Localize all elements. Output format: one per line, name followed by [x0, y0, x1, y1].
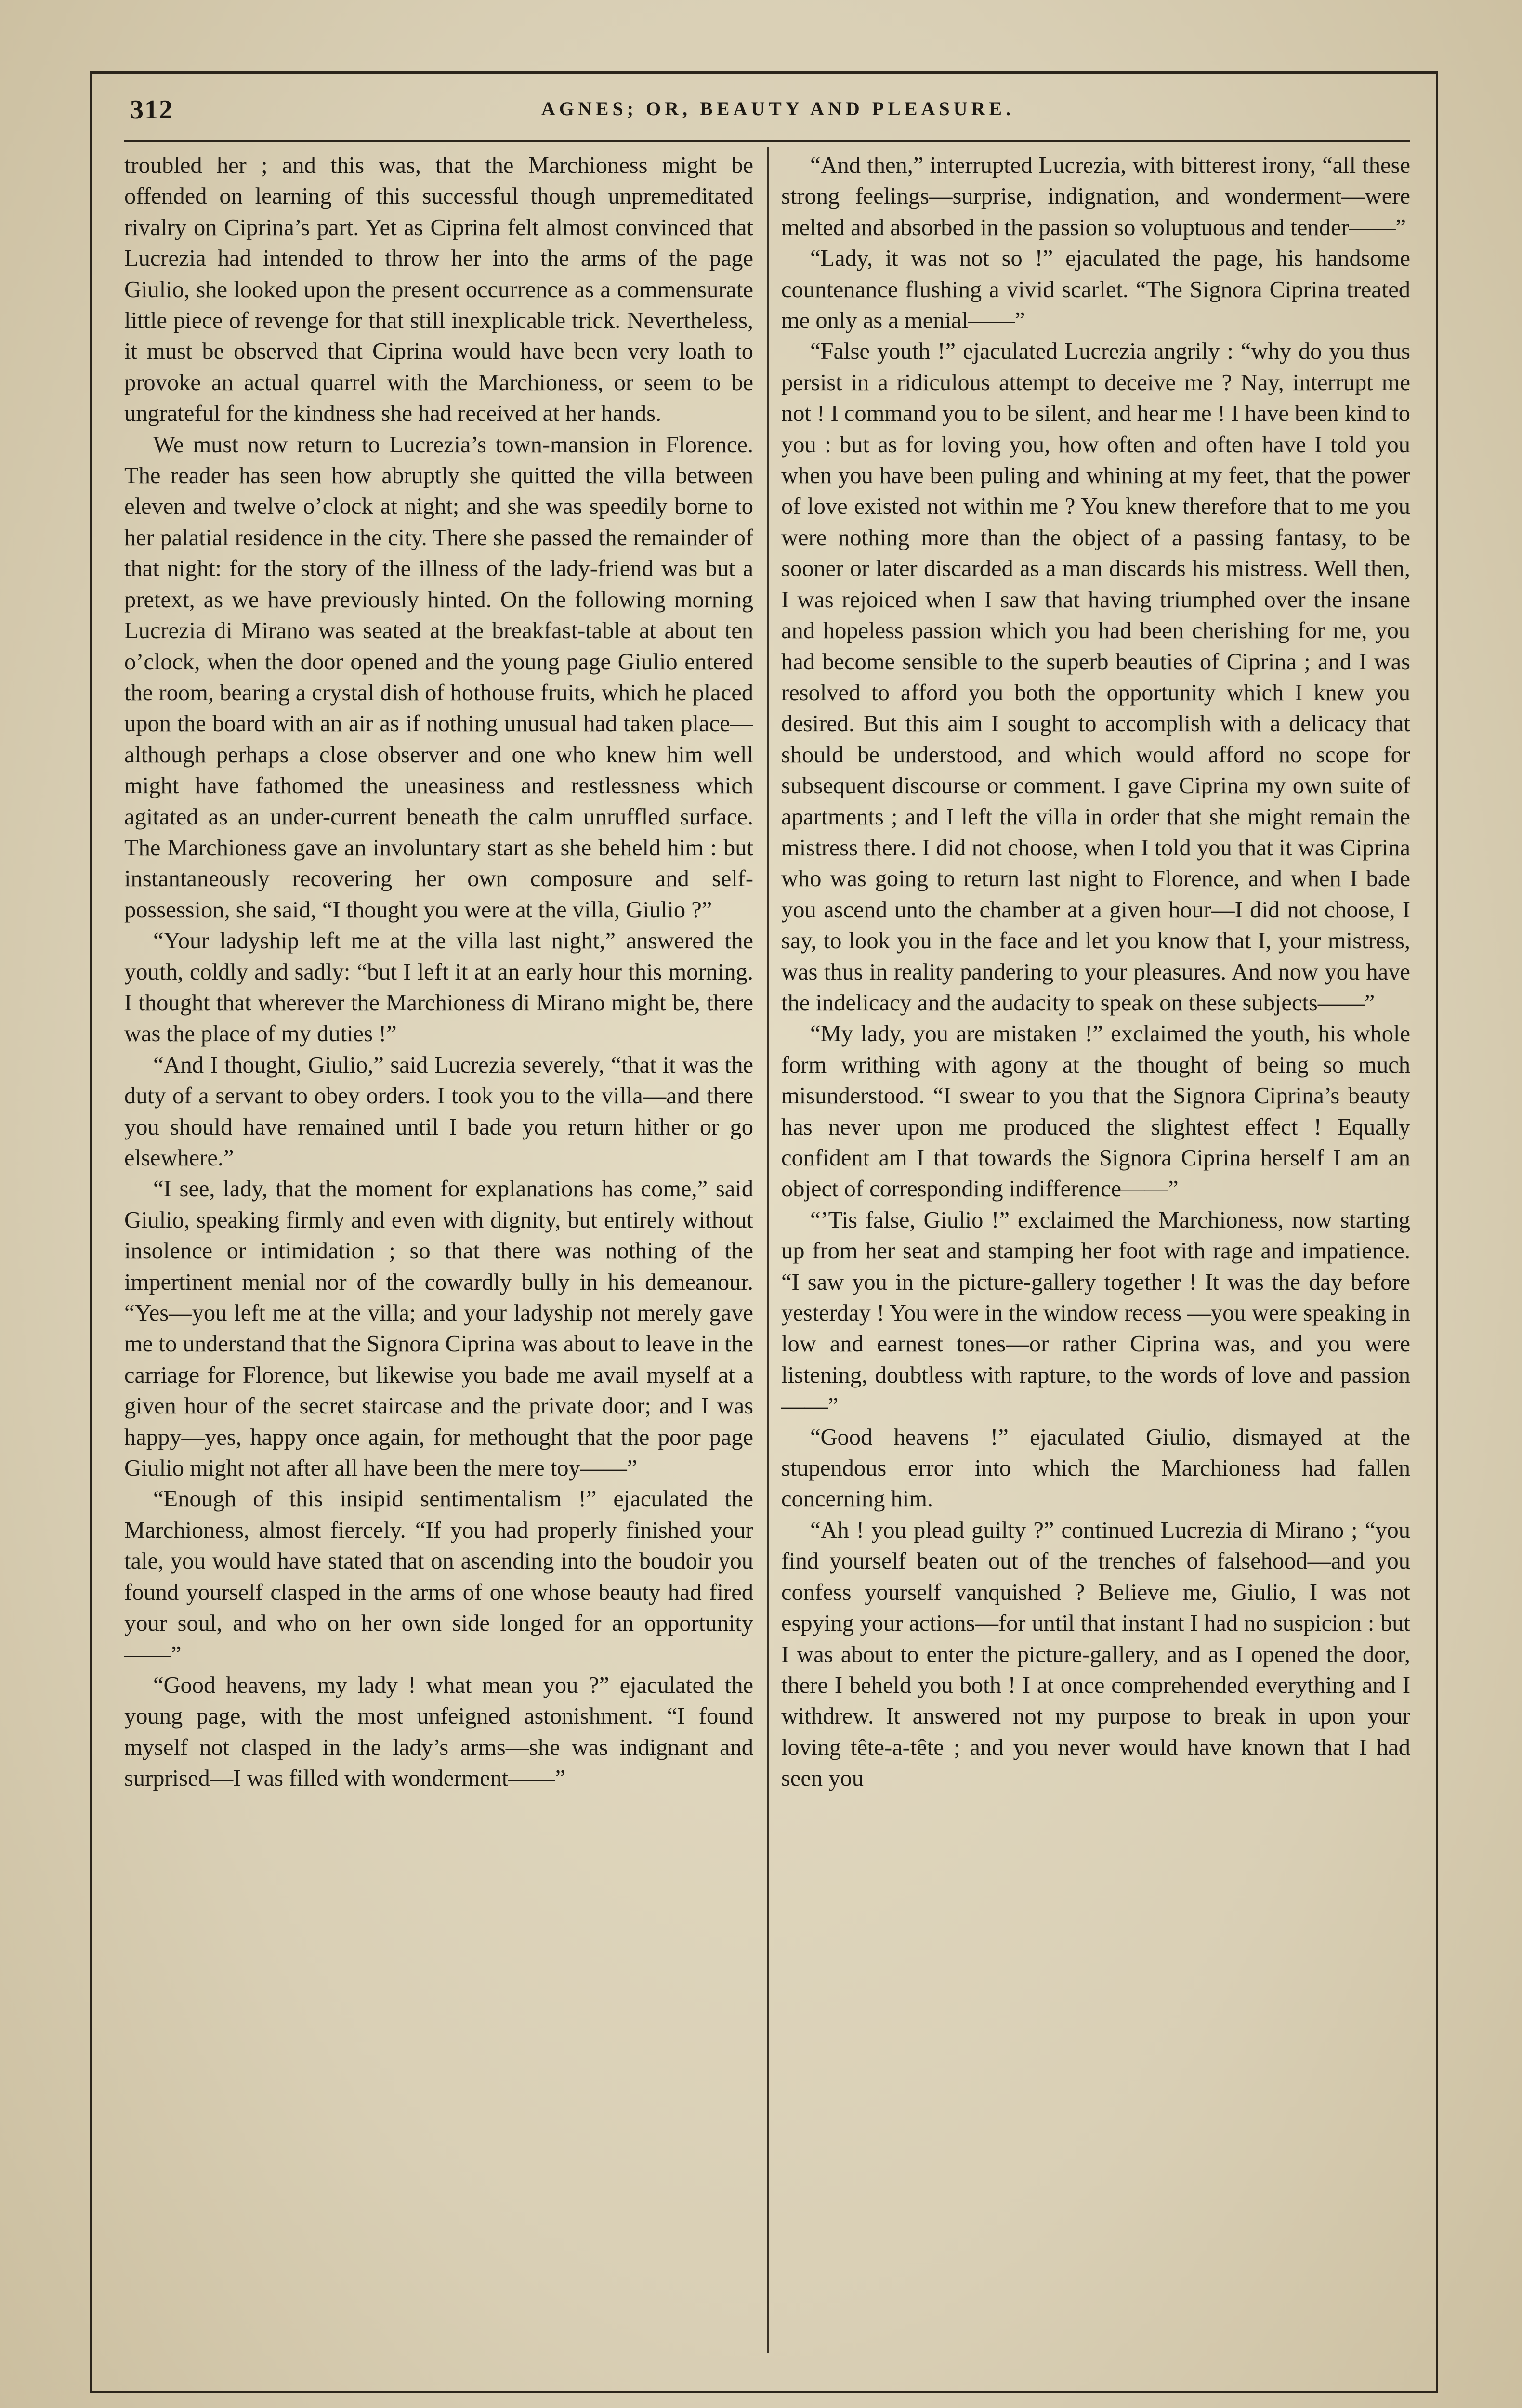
paragraph: “And I thought, Giulio,” said Lucrezia severely, “that it was the duty of a servant to obey orders. I took you to the villa—and there you should have remained until I bade you return hither or go elsewhere.” [124, 1052, 753, 1171]
paragraph: “I see, lady, that the moment for explanations has come,” said Giulio, speaking firmly and even with dignity, but entirely without insolence or intimidation ; so that there was nothing of the impertinent menial nor of the cowardly bully in his demeanour. “Yes—you left me at the villa; and your ladyship not merely gave me to understand that the Signora Ciprina was about to leave in the carriage for Florence, but likewise you bade me avail myself at a given hour of the secret staircase and the private door; and I was happy—yes, happy once again, for methought that the poor page Giulio might not after all have been the mere toy——” [124, 1176, 753, 1481]
right-border-rule [1436, 71, 1438, 2393]
paragraph: “And then,” interrupted Lucrezia, with bitterest irony, “all these strong feelings—surprise, indignation, and wonderment—were melted and absorbed in the passion so voluptuous and tender——” [781, 153, 1410, 240]
left-border-rule [90, 71, 92, 2393]
paragraph: “’Tis false, Giulio !” exclaimed the Marchioness, now starting up from her seat and stamping her foot with rage and impatience. “I saw you in the picture-gallery together ! It was the day before yesterday ! You were in the window recess —you were speaking in low and earnest tones—or rather Ciprina was, and you were listening, doubtless with rapture, to the words of love and passion——” [781, 1207, 1410, 1419]
paragraph: “Good heavens, my lady ! what mean you ?” ejaculated the young page, with the most unfeigned astonishment. “I found myself not clasped in the lady’s arms—she was indignant and surprised—I was filled with wonderment——” [124, 1672, 753, 1792]
bottom-rule [90, 2391, 1438, 2393]
paragraph: “False youth !” ejaculated Lucrezia angrily : “why do you thus persist in a ridiculous attempt to deceive me ? Nay, interrupt me not ! I command you to be silent, and hear me ! I have been kind to you : but as for loving you, how often and often have I told you when you have been puling and whining at my feet, that the power of love existed not within me ? You knew therefore that to me you were nothing more than the object of a passing fantasy, to be sooner or later discarded as a man discards his mistress. Well then, I was rejoiced when I saw that having triumphed over the insane and hopeless passion which you had been cherishing for me, you had become sensible to the superb beauties of Ciprina ; and I was resolved to afford you both the opportunity which I knew you desired. But this aim I sought to accomplish with a delicacy that should be understood, and which would afford no scope for subsequent discourse or comment. I gave Ciprina my own suite of apartments ; and I left the villa in order that she might remain the mistress there. I did not choose, when I told you that it was Ciprina who was going to return last night to Florence, and when I bade you ascend unto the chamber at a given hour—I did not choose, I say, to look you in the face and let you know that I, your mistress, was thus in reality pandering to your pleasures. And now you have the indelicacy and the audacity to speak on these subjects——” [781, 339, 1410, 1016]
paragraph: “Your ladyship left me at the villa last night,” answered the youth, coldly and sadly: “but I left it at an early hour this morning. I thought that wherever the Marchioness di Mirano might be, there was the place of my duties !” [124, 928, 753, 1047]
paragraph: “Ah ! you plead guilty ?” continued Lucrezia di Mirano ; “you find yourself beaten out of the trenches of falsehood—and you confess yourself vanquished ? Believe me, Giulio, I was not espying your actions—for until that instant I had no suspicion : but I was about to enter the picture-gallery, and as I opened the door, there I beheld you both ! I at once comprehended everything and I withdrew. It answered not my purpose to break in upon your loving tête-a-tête ; and you never would have known that I had seen you [781, 1517, 1410, 1792]
paragraph: “Lady, it was not so !” ejaculated the page, his handsome countenance flushing a vivid scarlet. “The Signora Ciprina treated me only as a menial——” [781, 246, 1410, 334]
top-border-rule [90, 71, 1438, 74]
page-header [130, 94, 1426, 133]
paragraph: We must now return to Lucrezia’s town-mansion in Florence. The reader has seen how abruptly she quitted the villa between eleven and twelve o’clock at night; and she was speedily borne to her palatial residence in the city. There she passed the remainder of that night: for the story of the illness of the lady-friend was but a pretext, as we have previously hinted. On the following morning Lucrezia di Mirano was seated at the breakfast-table at about ten o’clock, when the door opened and the young page Giulio entered the room, bearing a crystal dish of hothouse fruits, which he placed upon the board with an air as if nothing unusual had taken place—although perhaps a close observer and one who knew him well might have fathomed the uneasiness and restlessness which agitated as an under-current beneath the calm unruffled surface. The Marchioness gave an involuntary start as she beheld him : but instantaneously recovering her own composure and self-possession, she said, “I thought you were at the villa, Giulio ?” [124, 432, 753, 923]
paragraph: “Good heavens !” ejaculated Giulio, dismayed at the stupendous error into which the Marchioness had fallen concerning him. [781, 1424, 1410, 1512]
running-title: AGNES; OR, BEAUTY AND PLEASURE. [541, 98, 1015, 119]
column-divider [767, 147, 769, 2353]
page-number: 312 [130, 95, 173, 125]
paragraph: “Enough of this insipid sentimentalism !” ejaculated the Marchioness, almost fiercely. “If you had properly finished your tale, you would have stated that on ascending into the boudoir you found yourself clasped in the arms of one whose beauty had fired your soul, and who on her own side longed for an opportunity——” [124, 1486, 753, 1667]
paragraph: “My lady, you are mistaken !” exclaimed the youth, his whole form writhing with agony at the thought of being so much misunderstood. “I swear to you that the Signora Ciprina’s beauty has never upon me produced the slightest effect ! Equally confident am I that towards the Signora Ciprina herself I am an object of corresponding indifference——” [781, 1021, 1410, 1202]
header-underline [124, 140, 1410, 142]
right-column [781, 150, 1410, 2356]
left-column [124, 150, 753, 2356]
paragraph: troubled her ; and this was, that the Marchioness might be offended on learning of this successful though unpremeditated rivalry on Ciprina’s part. Yet as Ciprina felt almost convinced that Lucrezia had intended to throw her into the arms of the page Giulio, she looked upon the present occurrence as a commensurate little piece of revenge for that still inexplicable trick. Nevertheless, it must be observed that Ciprina would have been very loath to provoke an actual quarrel with the Marchioness, or seem to be ungrateful for the kindness she had received at her hands. [124, 153, 753, 427]
